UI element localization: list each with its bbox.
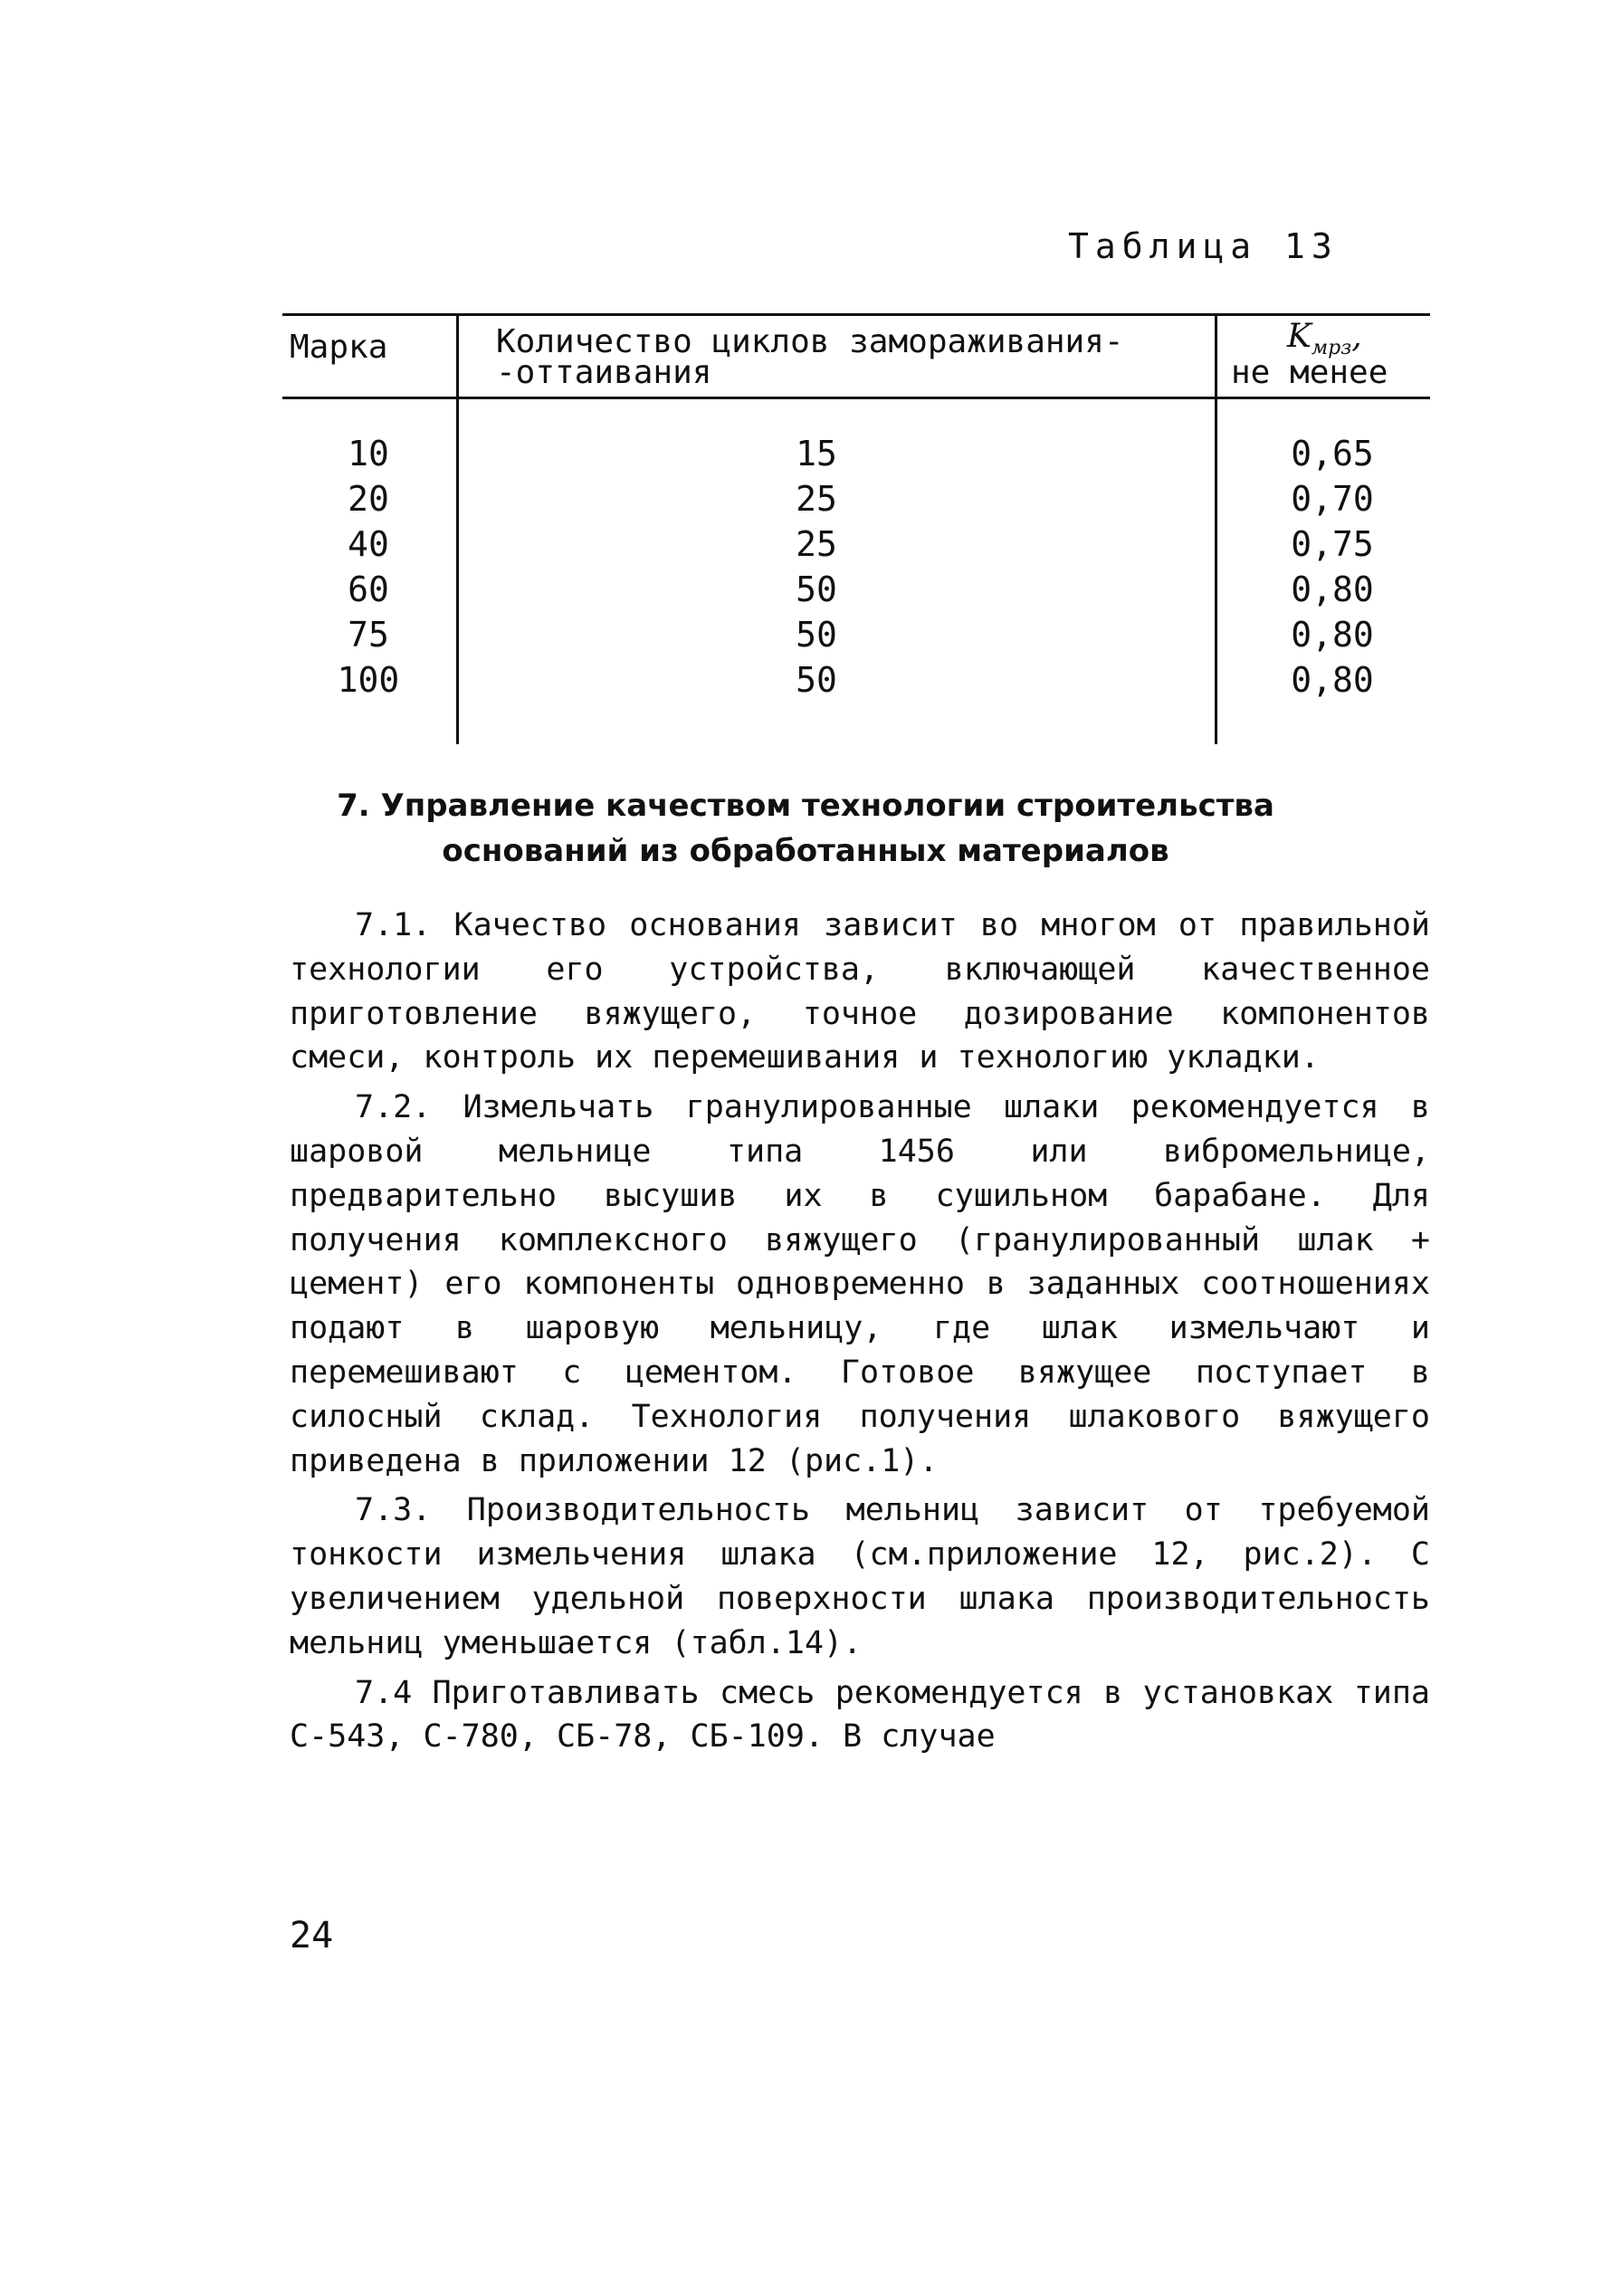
paragraph-7-4: 7.4 Приготавливать смесь рекомендуется в установках типа С-543, С-780, СБ-78, СБ-109. В случае <box>290 1674 1430 1755</box>
column-grades <box>319 431 418 703</box>
grade-cell: 100 <box>337 660 400 700</box>
header-coefficient-line2: не менее <box>1231 354 1388 391</box>
coef-suffix: , <box>1351 318 1362 355</box>
coefficient-cell: 0,75 <box>1291 524 1374 564</box>
grade-cell: 10 <box>348 434 389 474</box>
frost-resistance-table <box>282 313 1430 744</box>
cycles-cell: 15 <box>796 434 837 474</box>
cycles-cell: 50 <box>796 615 837 655</box>
body-text <box>290 904 1430 1765</box>
paragraph-7-2: 7.2. Измельчать гранулированные шлаки рекомендуется в шаровой мельнице типа 1456 или вибромельнице, предварительно высушив их в сушильном барабане. Для получения комплексного вяжущего (гранулированный шлак + цемент) его компоненты одновременно в заданных соотношениях подают в шаровую мельницу, где шлак измельчают и перемешивают с цементом. Готовое вяжущее поступает в силосный склад. Технология получения шлакового вяжущего приведена в приложении 12 (рис.1). <box>290 1089 1430 1479</box>
header-cycles-line1: Количество циклов замораживания- <box>496 323 1124 360</box>
coefficient-cell: 0,80 <box>1291 569 1374 609</box>
coefficient-cell: 0,80 <box>1291 660 1374 700</box>
cycles-cell: 25 <box>796 479 837 519</box>
column-cycles <box>762 431 871 703</box>
cycles-cell: 25 <box>796 524 837 564</box>
header-grade: Марка <box>290 329 388 366</box>
coef-symbol: K <box>1287 318 1312 355</box>
table-column-divider-2 <box>1215 313 1217 744</box>
table-caption: Таблица 13 <box>1068 226 1339 266</box>
page-number: 24 <box>290 1915 334 1956</box>
table-column-divider-1 <box>456 313 459 744</box>
header-cycles-line2: -оттаивания <box>496 354 712 391</box>
grade-cell: 75 <box>348 615 389 655</box>
paragraph-7-1: 7.1. Качество основания зависит во многом от правильной технологии его устройства, включающей качественное приготовление вяжущего, точное дозирование компонентов смеси, контроль их перемешивания и технологию укладки. <box>290 907 1430 1076</box>
column-coefficients <box>1260 431 1405 703</box>
table-top-rule <box>282 313 1430 316</box>
table-header-rule <box>282 397 1430 399</box>
coefficient-cell: 0,65 <box>1291 434 1374 474</box>
coef-subscript: мрз <box>1311 337 1352 360</box>
section-title-line2: оснований из обработанных материалов <box>442 833 1169 869</box>
paragraph-7-3: 7.3. Производительность мельниц зависит от требуемой тонкости измельчения шлака (см.приложение 12, рис.2). С увеличением удельной поверхности шлака производительность мельниц уменьшается (табл.14). <box>290 1492 1430 1661</box>
cycles-cell: 50 <box>796 660 837 700</box>
grade-cell: 60 <box>348 569 389 609</box>
grade-cell: 20 <box>348 479 389 519</box>
section-title-line1: 7. Управление качеством технологии строительства <box>337 788 1274 824</box>
coefficient-cell: 0,70 <box>1291 479 1374 519</box>
coefficient-cell: 0,80 <box>1291 615 1374 655</box>
section-title <box>272 783 1340 874</box>
grade-cell: 40 <box>348 524 389 564</box>
cycles-cell: 50 <box>796 569 837 609</box>
